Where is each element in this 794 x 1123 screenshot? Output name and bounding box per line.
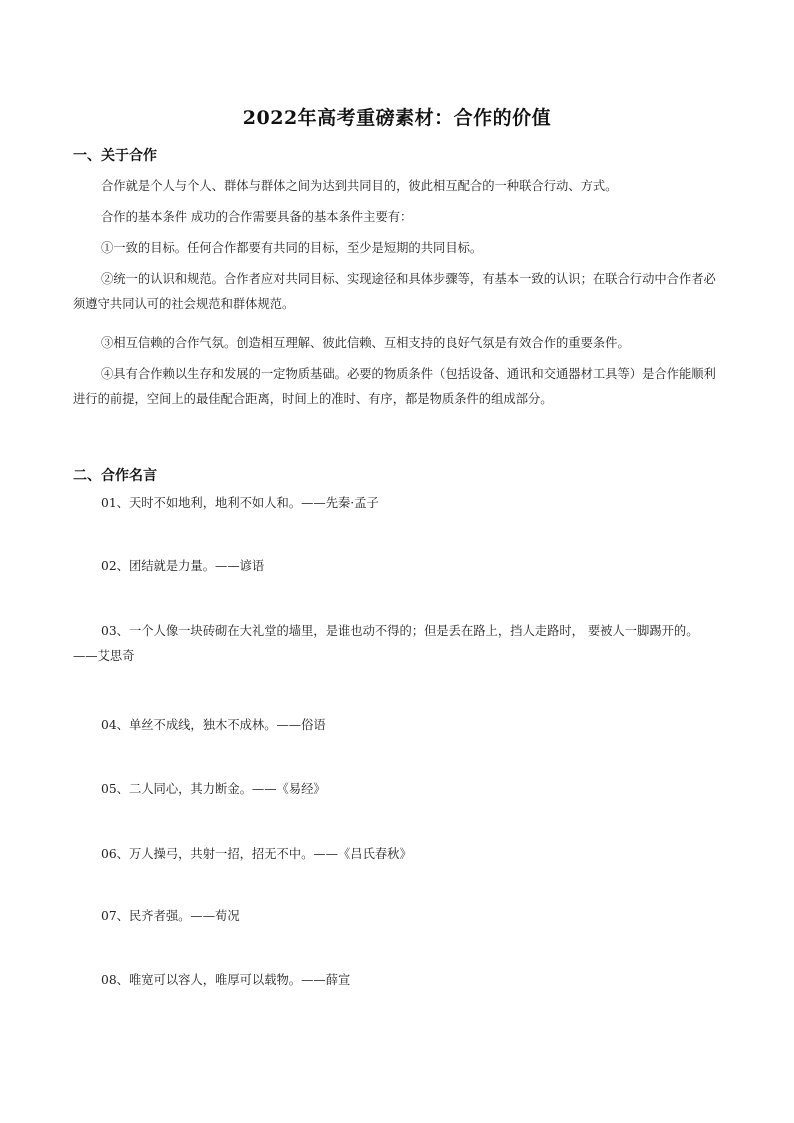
quote-item: 08、唯宽可以容人，唯厚可以载物。——薛宣 [101, 973, 351, 987]
quote-item: 01、天时不如地利，地利不如人和。——先秦·孟子 [101, 496, 379, 510]
paragraph-condition-1: ①一致的目标。任何合作都要有共同的目标，至少是短期的共同目标。 [101, 241, 483, 255]
quote-item: 02、团结就是力量。——谚语 [101, 559, 265, 573]
paragraph-definition: 合作就是个人与个人、群体与群体之间为达到共同目的，彼此相互配合的一种联合行动、方式。 [101, 179, 618, 193]
section-heading-cooperation-quotes: 二、合作名言 [73, 468, 157, 484]
quote-item: 05、二人同心，其力断金。——《易经》 [101, 782, 326, 796]
paragraph-condition-4: ④具有合作赖以生存和发展的一定物质基础。必要的物质条件（包括设备、通讯和交通器材工具等）是合作能顺利进行的前提，空间上的最佳配合距离，时间上的准时、有序，都是物质条件的组成部分。 [73, 367, 716, 406]
paragraph-condition-3: ③相互信赖的合作气氛。创造相互理解、彼此信赖、互相支持的良好气氛是有效合作的重要条件。 [101, 336, 630, 350]
quote-item: 07、民齐者强。——荀况 [101, 909, 240, 923]
quote-item: 04、单丝不成线，独木不成林。——俗语 [101, 718, 326, 732]
document-title: 2022年高考重磅素材：合作的价值 [242, 107, 552, 129]
quote-item: 03、一个人像一块砖砌在大礼堂的墙里，是谁也动不得的；但是丢在路上，挡人走路时， 要被人一脚踢开的。——艾思奇 [73, 624, 699, 663]
quote-item: 06、万人操弓，共射一招，招无不中。——《吕氏春秋》 [101, 847, 412, 861]
paragraph-basic-conditions: 合作的基本条件 成功的合作需要具备的基本条件主要有： [101, 210, 413, 224]
section-heading-about-cooperation: 一、关于合作 [73, 148, 157, 164]
paragraph-condition-2: ②统一的认识和规范。合作者应对共同目标、实现途径和具体步骤等，有基本一致的认识；在联合行动中合作者必须遵守共同认可的社会规范和群体规范。 [73, 272, 716, 311]
